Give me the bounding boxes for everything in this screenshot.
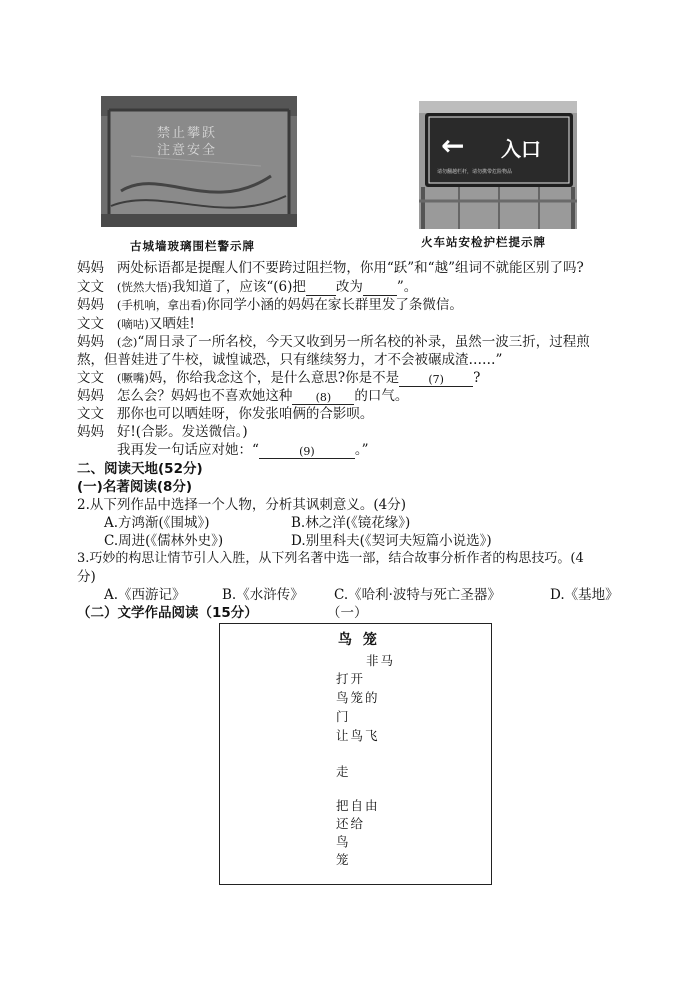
left-photo-caption: 古城墙玻璃围栏警示牌	[130, 239, 255, 253]
q2-option-b: B.林之洋(《镜花缘》)	[291, 515, 411, 531]
q2-option-a: A.方鸿渐(《围城》)	[104, 515, 210, 531]
poem-line: 打开	[336, 671, 366, 686]
dialogue-text: ”。	[396, 279, 418, 295]
speaker: 妈妈	[77, 297, 104, 313]
speaker: 妈妈	[77, 334, 104, 350]
dialogue-text: 我再发一句话应对她：“	[117, 442, 259, 458]
dialogue-line-9-cont	[117, 441, 369, 459]
literary-part-label: （一）	[327, 605, 368, 621]
dialogue-line-4	[77, 315, 195, 333]
glass-fence-photo	[101, 96, 297, 227]
dialogue-line-1	[77, 259, 584, 277]
dialogue-line-6	[77, 369, 480, 387]
stage-direction: (嘀咕)	[116, 317, 149, 331]
dialogue-text: 熬，但普娃进了牛校，诚惶诚恐，只有继续努力，才不会被碾成渣……”	[77, 352, 503, 368]
stage-direction: (念)	[116, 335, 138, 349]
answer-blank-6a[interactable]	[306, 280, 336, 296]
dialogue-text: 又晒娃!	[148, 316, 195, 332]
poem-line: 走	[336, 764, 351, 779]
answer-blank-7[interactable]: (7)	[399, 371, 473, 387]
sign-text-2: 注意安全	[157, 143, 218, 158]
speaker: 文文	[77, 316, 104, 332]
entrance-sign-text: 入口	[501, 137, 541, 161]
speaker: 文文	[77, 279, 104, 295]
speaker: 妈妈	[77, 388, 104, 404]
dialogue-line-5-cont	[77, 351, 502, 369]
dialogue-text: 妈，你给我念这个，是什么意思?你是不是	[148, 370, 400, 386]
dialogue-line-2	[77, 278, 417, 296]
dialogue-text: “周日录了一所名校，今天又收到另一所名校的补录，虽然一波三折，过程煎	[137, 334, 590, 350]
entrance-sign-subtext: 请勿翻越栏杆，请勿携带危险物品	[437, 169, 513, 175]
poem-line: 笼	[336, 852, 351, 867]
arrow-left-icon: ←	[441, 129, 465, 162]
dialogue-text: 的口气。	[354, 388, 409, 404]
speaker: 文文	[77, 370, 104, 386]
stage-direction: (手机响，拿出看)	[116, 298, 207, 312]
speaker: 文文	[77, 406, 104, 422]
section-two-title: 二、阅读天地(52分)	[77, 461, 203, 477]
dialogue-text: 改为	[335, 279, 363, 295]
dialogue-text: ?	[473, 370, 481, 386]
poem-line: 把自由	[336, 798, 380, 813]
speaker: 妈妈	[77, 424, 104, 440]
right-photo-caption: 火车站安检护栏提示牌	[421, 235, 546, 249]
dialogue-text: 好!(合影。发送微信。)	[116, 424, 248, 440]
dialogue-line-5	[77, 333, 590, 351]
poem-box	[219, 623, 492, 885]
dialogue-line-9	[77, 423, 248, 441]
stage-direction: (噘嘴)	[116, 371, 149, 385]
poem-line: 门	[336, 709, 351, 724]
poem-title: 鸟 笼	[338, 632, 380, 648]
dialogue-text: 我知道了，应该“(6)把	[171, 279, 306, 295]
q3-option-a: A.《西游记》	[104, 587, 186, 603]
q3-option-b: B.《水浒传》	[222, 587, 304, 603]
stage-direction: (恍然大悟)	[116, 280, 172, 294]
dialogue-text: 怎么会？妈妈也不喜欢她这种	[116, 388, 293, 404]
poem-line: 鸟笼的	[336, 690, 380, 705]
station-sign-photo	[419, 101, 577, 229]
poem-line: 还给	[336, 816, 366, 831]
sign-text-1: 禁止攀跃	[157, 126, 218, 141]
dialogue-line-3	[77, 296, 463, 314]
q2-option-d: D.别里科夫(《契诃夫短篇小说选》)	[291, 533, 492, 549]
answer-blank-8[interactable]: (8)	[292, 389, 354, 405]
poem-author: 非马	[366, 653, 396, 668]
question-3-cont: 分)	[77, 569, 96, 585]
dialogue-text: 那你也可以晒娃呀，你发张咱俩的合影呗。	[116, 406, 374, 422]
glass-fence-image	[101, 96, 297, 227]
speaker: 妈妈	[77, 260, 104, 276]
question-2: 2.从下列作品中选择一个人物，分析其讽刺意义。(4分)	[77, 497, 407, 513]
poem-line: 鸟	[336, 834, 351, 849]
classics-reading-heading: (一)名著阅读(8分)	[77, 479, 193, 495]
dialogue-line-7	[77, 387, 408, 405]
q3-option-c: C.《哈利·波特与死亡圣器》	[334, 587, 501, 603]
answer-blank-6b[interactable]	[363, 280, 397, 296]
question-3: 3.巧妙的构思让情节引人入胜，从下列名著中选一部，结合故事分析作者的构思技巧。(4	[77, 551, 584, 566]
station-sign-image	[419, 101, 577, 229]
literary-reading-heading: （二）文学作品阅读（15分）	[77, 605, 258, 621]
q3-option-d: D.《基地》	[550, 587, 619, 603]
dialogue-text: 两处标语都是提醒人们不要跨过阻拦物，你用“跃”和“越”组词不就能区别了吗?	[116, 260, 584, 276]
dialogue-text: 你同学小涵的妈妈在家长群里发了条微信。	[206, 297, 463, 313]
answer-blank-9[interactable]: (9)	[259, 443, 355, 459]
q2-option-c: C.周进(《儒林外史》)	[104, 533, 224, 549]
poem-line: 让鸟飞	[336, 728, 380, 743]
dialogue-line-8	[77, 405, 373, 423]
dialogue-text: 。”	[354, 442, 369, 458]
